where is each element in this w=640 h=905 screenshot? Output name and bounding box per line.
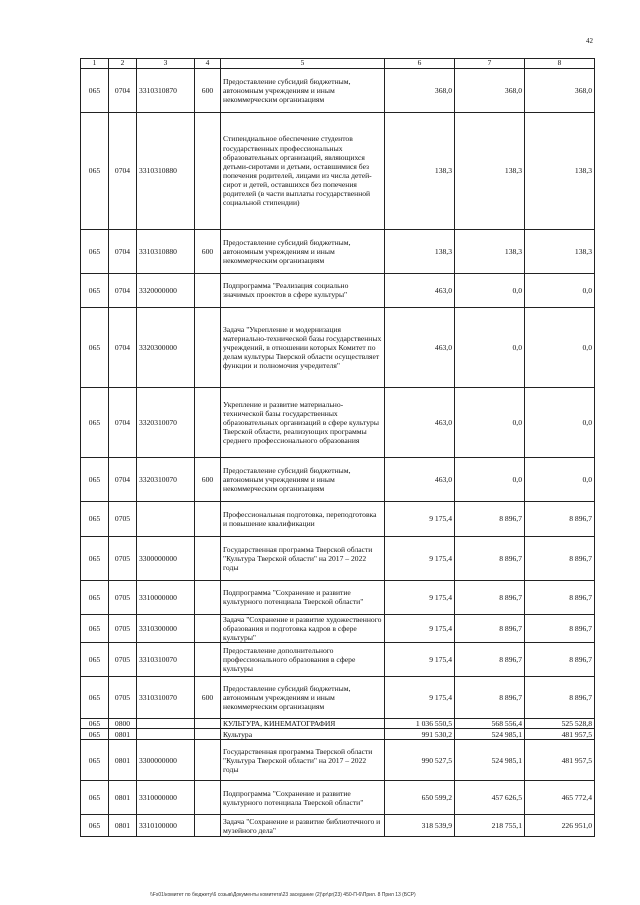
amount-year2-cell: 138,3 [455, 112, 525, 229]
expense-type-cell: 600 [195, 457, 221, 501]
section-code-cell: 0801 [109, 729, 137, 740]
ministry-code-cell: 065 [81, 536, 109, 580]
amount-year3-cell: 0,0 [525, 457, 595, 501]
amount-year1-cell: 463,0 [385, 457, 455, 501]
header-cell: 5 [221, 59, 385, 69]
description-cell: Подпрограмма "Сохранение и развитие культурного потенциала Тверской области" [221, 580, 385, 614]
expense-type-cell [195, 387, 221, 457]
section-code-cell: 0705 [109, 614, 137, 642]
table-row [81, 501, 595, 536]
section-code-cell: 0705 [109, 677, 137, 719]
table-row [81, 457, 595, 501]
ministry-code-cell: 065 [81, 643, 109, 677]
amount-year3-cell: 138,3 [525, 229, 595, 273]
expense-type-cell [195, 719, 221, 729]
target-article-cell [137, 729, 195, 740]
description-cell: Предоставление субсидий бюджетным, автономным учреждениям и иным некоммерческим организациям [221, 457, 385, 501]
amount-year3-cell: 8 896,7 [525, 501, 595, 536]
amount-year1-cell: 650 599,2 [385, 781, 455, 815]
amount-year2-cell: 138,3 [455, 229, 525, 273]
amount-year2-cell: 8 896,7 [455, 677, 525, 719]
target-article-cell: 3310300000 [137, 614, 195, 642]
header-row [81, 59, 595, 69]
amount-year1-cell: 318 539,9 [385, 815, 455, 837]
amount-year2-cell: 8 896,7 [455, 643, 525, 677]
amount-year2-cell: 0,0 [455, 273, 525, 307]
expense-type-cell [195, 273, 221, 307]
target-article-cell: 3310310070 [137, 643, 195, 677]
description-cell: Предоставление дополнительного профессионального образования в сфере культуры [221, 643, 385, 677]
section-code-cell: 0704 [109, 112, 137, 229]
description-cell: Культура [221, 729, 385, 740]
target-article-cell: 3310310880 [137, 229, 195, 273]
header-cell: 2 [109, 59, 137, 69]
budget-table [80, 58, 595, 837]
amount-year1-cell: 991 530,2 [385, 729, 455, 740]
expense-type-cell [195, 614, 221, 642]
ministry-code-cell: 065 [81, 501, 109, 536]
amount-year1-cell: 463,0 [385, 273, 455, 307]
expense-type-cell [195, 112, 221, 229]
description-cell: Задача "Сохранение и развитие библиотечного и музейного дела" [221, 815, 385, 837]
amount-year3-cell: 8 896,7 [525, 536, 595, 580]
description-cell: Подпрограмма "Реализация социально значимых проектов в сфере культуры" [221, 273, 385, 307]
section-code-cell: 0801 [109, 815, 137, 837]
page-number: 42 [586, 37, 593, 45]
amount-year3-cell: 0,0 [525, 387, 595, 457]
amount-year2-cell: 368,0 [455, 68, 525, 112]
header-cell: 8 [525, 59, 595, 69]
amount-year3-cell: 8 896,7 [525, 580, 595, 614]
description-cell: Стипендиальное обеспечение студентов государственных профессиональных образовательных организаций, являющихся детьми-сиротами и детьми, оставшимися без попечения родителей, лицами из числа детей-сирот и детей, оставшихся без попечения родителей (в части выплаты государственной социальной стипендии) [221, 112, 385, 229]
target-article-cell: 3300000000 [137, 536, 195, 580]
amount-year2-cell: 218 755,1 [455, 815, 525, 837]
ministry-code-cell: 065 [81, 273, 109, 307]
amount-year1-cell: 1 036 550,5 [385, 719, 455, 729]
expense-type-cell [195, 536, 221, 580]
amount-year3-cell: 368,0 [525, 68, 595, 112]
target-article-cell: 3310000000 [137, 580, 195, 614]
amount-year2-cell: 0,0 [455, 457, 525, 501]
amount-year1-cell: 368,0 [385, 68, 455, 112]
expense-type-cell [195, 740, 221, 781]
expense-type-cell [195, 580, 221, 614]
ministry-code-cell: 065 [81, 229, 109, 273]
amount-year3-cell: 481 957,5 [525, 729, 595, 740]
ministry-code-cell: 065 [81, 580, 109, 614]
ministry-code-cell: 065 [81, 614, 109, 642]
target-article-cell: 3310000000 [137, 781, 195, 815]
ministry-code-cell: 065 [81, 307, 109, 387]
description-cell: Подпрограмма "Сохранение и развитие культурного потенциала Тверской области" [221, 781, 385, 815]
header-cell: 4 [195, 59, 221, 69]
expense-type-cell [195, 643, 221, 677]
amount-year2-cell: 524 985,1 [455, 740, 525, 781]
section-code-cell: 0705 [109, 580, 137, 614]
section-code-cell: 0801 [109, 781, 137, 815]
amount-year2-cell: 0,0 [455, 387, 525, 457]
description-cell: Профессиональная подготовка, переподготовка и повышение квалификации [221, 501, 385, 536]
description-cell: Предоставление субсидий бюджетным, автономным учреждениям и иным некоммерческим организациям [221, 68, 385, 112]
table-row [81, 677, 595, 719]
expense-type-cell [195, 307, 221, 387]
target-article-cell: 3310100000 [137, 815, 195, 837]
description-cell: Укрепление и развитие материально-технической базы государственных образовательных организаций в сфере культуры Тверской области, реализующих программы среднего профессионального образования [221, 387, 385, 457]
table-row [81, 815, 595, 837]
amount-year2-cell: 8 896,7 [455, 536, 525, 580]
amount-year2-cell: 524 985,1 [455, 729, 525, 740]
description-cell: КУЛЬТУРА, КИНЕМАТОГРАФИЯ [221, 719, 385, 729]
ministry-code-cell: 065 [81, 68, 109, 112]
ministry-code-cell: 065 [81, 457, 109, 501]
ministry-code-cell: 065 [81, 729, 109, 740]
header-cell: 1 [81, 59, 109, 69]
section-code-cell: 0704 [109, 307, 137, 387]
amount-year3-cell: 0,0 [525, 273, 595, 307]
amount-year1-cell: 9 175,4 [385, 501, 455, 536]
expense-type-cell: 600 [195, 68, 221, 112]
table-row [81, 307, 595, 387]
amount-year2-cell: 568 556,4 [455, 719, 525, 729]
target-article-cell [137, 719, 195, 729]
description-cell: Задача "Укрепление и модернизация материально-технической базы государственных учреждений, в отношении которых Комитет по делам культуры Тверской области осуществляет функции и полномочия учредителя" [221, 307, 385, 387]
ministry-code-cell: 065 [81, 677, 109, 719]
table-row [81, 273, 595, 307]
amount-year3-cell: 8 896,7 [525, 643, 595, 677]
table-row [81, 387, 595, 457]
description-cell: Предоставление субсидий бюджетным, автономным учреждениям и иным некоммерческим организациям [221, 677, 385, 719]
ministry-code-cell: 065 [81, 719, 109, 729]
ministry-code-cell: 065 [81, 740, 109, 781]
table-row [81, 614, 595, 642]
ministry-code-cell: 065 [81, 112, 109, 229]
expense-type-cell [195, 781, 221, 815]
expense-type-cell: 600 [195, 677, 221, 719]
target-article-cell: 3320300000 [137, 307, 195, 387]
amount-year1-cell: 138,3 [385, 229, 455, 273]
target-article-cell: 3310310880 [137, 112, 195, 229]
amount-year3-cell: 138,3 [525, 112, 595, 229]
amount-year1-cell: 138,3 [385, 112, 455, 229]
section-code-cell: 0704 [109, 457, 137, 501]
amount-year3-cell: 226 951,0 [525, 815, 595, 837]
amount-year1-cell: 463,0 [385, 387, 455, 457]
table-row [81, 68, 595, 112]
description-cell: Задача "Сохранение и развитие художественного образования и подготовка кадров в сфере культуры" [221, 614, 385, 642]
amount-year1-cell: 9 175,4 [385, 580, 455, 614]
table-row [81, 229, 595, 273]
footer-file-path: \\Fs01\комитет по бюджету\6 созыв\Документы комитета\23 заседание (2)\pr\pr(23) 450-П-6\Прил. 8 Прил 13 (БСР) [150, 892, 416, 898]
description-cell: Предоставление субсидий бюджетным, автономным учреждениям и иным некоммерческим организациям [221, 229, 385, 273]
target-article-cell: 3300000000 [137, 740, 195, 781]
target-article-cell: 3320000000 [137, 273, 195, 307]
ministry-code-cell: 065 [81, 781, 109, 815]
section-code-cell: 0801 [109, 740, 137, 781]
ministry-code-cell: 065 [81, 815, 109, 837]
table-row [81, 536, 595, 580]
section-code-cell: 0704 [109, 229, 137, 273]
amount-year2-cell: 8 896,7 [455, 501, 525, 536]
section-code-cell: 0705 [109, 501, 137, 536]
amount-year1-cell: 9 175,4 [385, 614, 455, 642]
amount-year3-cell: 525 528,8 [525, 719, 595, 729]
table-row [81, 719, 595, 729]
amount-year2-cell: 8 896,7 [455, 614, 525, 642]
expense-type-cell [195, 729, 221, 740]
target-article-cell: 3320310070 [137, 457, 195, 501]
table-row [81, 729, 595, 740]
expense-type-cell [195, 815, 221, 837]
section-code-cell: 0705 [109, 536, 137, 580]
amount-year1-cell: 990 527,5 [385, 740, 455, 781]
amount-year3-cell: 8 896,7 [525, 677, 595, 719]
section-code-cell: 0704 [109, 68, 137, 112]
amount-year2-cell: 457 626,5 [455, 781, 525, 815]
ministry-code-cell: 065 [81, 387, 109, 457]
section-code-cell: 0704 [109, 273, 137, 307]
amount-year1-cell: 9 175,4 [385, 643, 455, 677]
amount-year1-cell: 463,0 [385, 307, 455, 387]
amount-year2-cell: 0,0 [455, 307, 525, 387]
table-row [81, 580, 595, 614]
header-cell: 7 [455, 59, 525, 69]
table-row [81, 112, 595, 229]
table-row [81, 643, 595, 677]
amount-year3-cell: 481 957,5 [525, 740, 595, 781]
table-row [81, 781, 595, 815]
description-cell: Государственная программа Тверской области "Культура Тверской области" на 2017 – 2022 годы [221, 740, 385, 781]
amount-year3-cell: 465 772,4 [525, 781, 595, 815]
header-cell: 6 [385, 59, 455, 69]
target-article-cell [137, 501, 195, 536]
header-cell: 3 [137, 59, 195, 69]
amount-year2-cell: 8 896,7 [455, 580, 525, 614]
amount-year3-cell: 8 896,7 [525, 614, 595, 642]
section-code-cell: 0704 [109, 387, 137, 457]
amount-year1-cell: 9 175,4 [385, 536, 455, 580]
target-article-cell: 3310310070 [137, 677, 195, 719]
amount-year1-cell: 9 175,4 [385, 677, 455, 719]
target-article-cell: 3320310070 [137, 387, 195, 457]
description-cell: Государственная программа Тверской области "Культура Тверской области" на 2017 – 2022 годы [221, 536, 385, 580]
target-article-cell: 3310310870 [137, 68, 195, 112]
expense-type-cell [195, 501, 221, 536]
section-code-cell: 0800 [109, 719, 137, 729]
section-code-cell: 0705 [109, 643, 137, 677]
amount-year3-cell: 0,0 [525, 307, 595, 387]
expense-type-cell: 600 [195, 229, 221, 273]
table-row [81, 740, 595, 781]
